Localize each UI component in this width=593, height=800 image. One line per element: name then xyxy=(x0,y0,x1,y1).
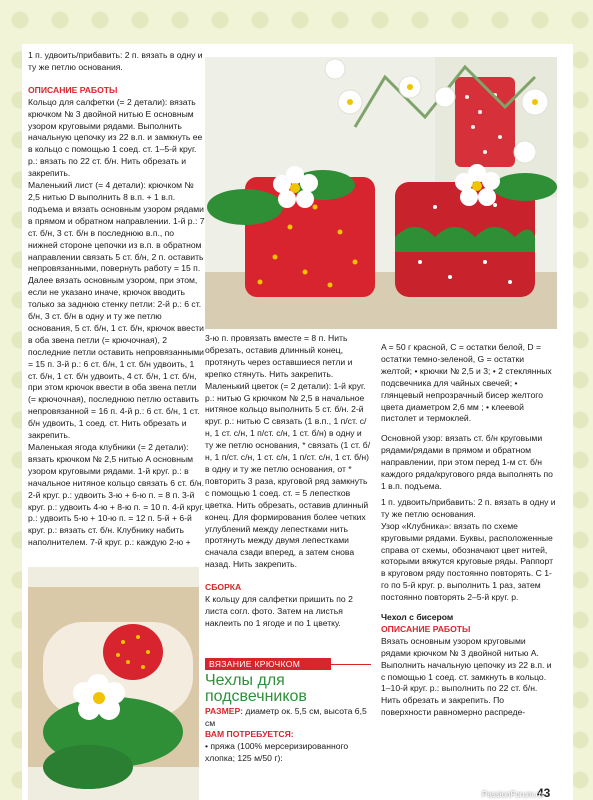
photo-illustration xyxy=(205,57,557,329)
paragraph: Маленький цветок (= 2 детали): 1-й круг. р.: нитью G крючком № 2,5 в начальное нитяное кольцо выполнить 5 ст. б/н. 2-й круг. р.: нитью C связать (1 в.п., 1 п/ст. с/н, 1 ст. с/н, 1 п/ст. с/н, 1 ст. б/н) в одну и ту же петлю основания, * связать (1 ст. б/н, 1 п/ст. с/н, 1 ст. с/н, 1 п/ст. с/н, 1 ст. б/н) в одну и ту же петлю основания, от * повторить 3 раза, круговой ряд замкнуть с помощью 1 соед. ст. = 5 лепестков цветка. Нить обрезать, оставив длинный конец. Для формирования более четких углублений между лепестками нить протянуть между двумя лепестками сначала сзади вперед, а затем снова назад. Нить закрепить. xyxy=(205,380,371,570)
size-value: диаметр ок. 5,5 см, высота 6,5 см xyxy=(205,706,367,728)
size-label: РАЗМЕР: xyxy=(205,706,243,716)
section-title: СБОРКА xyxy=(205,582,242,593)
paragraph: Вязать основным узором круговыми рядами крючком № 3 двойной нитью A. Выполнить начальную цепочку из 22 в.п. и с помощью 1 соед. ст. замкнуть в кольцо. 1–10-й круг. р.: выполнить по 22 ст. б/н. Нить обрезать и закрепить. По поверхности равномерно распреде- xyxy=(381,635,552,718)
paragraph: A = 50 г красной, C = остатки белой, D = остатки темно-зеленой, G = остатки желтой; • крючки № 2,5 и 3; • 2 стеклянных подсвечника для чайных свечей; • глянцевый непрозрачный бисер желтого цвета диаметром 2,6 мм ; • клеевой пистолет и термоклей. xyxy=(381,342,552,424)
paragraph: Узор «Клубника»: вязать по схеме круговыми рядами. Буквы, расположенные справа от схемы, обозначают цвет нитей, которыми вяжутся круговые ряды. Раппорт в круговом ряду постоянно повторять. С 1-го по 5-й круг. р. выполнить 1 раз, затем постоянно повторять 2–5-й круг. р. xyxy=(381,520,554,603)
text-column-right xyxy=(381,342,556,719)
paragraph: 1 п. удвоить/прибавить: 2 п. вязать в одну и ту же петлю основания. xyxy=(381,496,556,519)
photo-napkin-ring xyxy=(28,567,199,800)
section-title: ОПИСАНИЕ РАБОТЫ xyxy=(28,84,118,95)
paragraph: К кольцу для салфетки пришить по 2 листа согл. фото. Затем на листья наклеить по 1 ягоде и по 1 цветку. xyxy=(205,594,353,628)
photo-candle-covers xyxy=(205,57,557,329)
page-number: 43 xyxy=(537,786,551,800)
text-column-middle xyxy=(205,333,371,630)
photo-illustration xyxy=(28,567,199,800)
size-line xyxy=(205,706,375,730)
materials-title: ВАМ ПОТРЕБУЕТСЯ: xyxy=(205,729,294,739)
banner-rule xyxy=(331,664,371,665)
paragraph: Маленький лист (= 4 детали): крючком № 2,5 нитью D выполнить 8 в.п. + 1 в.п. подъема и вязать основным узором рядами в прямом и обратном направлении. 1-й р.: 7 ст. б/н, 3 ст. б/н в последнюю в.п., по нижней стороне цепочки из в.п. в обратном направлении связать 5 ст. б/н, 2 п. оставить непровязанными, повернуть работу = 15 п. Далее вязать основным узором, при этом, если не указано иначе, крючок вводить только за заднюю стенку петли: 2-й р.: 6 ст. б/н, 3 ст. б/н в одну и ту же петлю основания, 5 ст. б/н, 1 ст. б/н, крючок ввести в оба звена петли (= крючочная), 2 последние петли оставить непровязанными = 15 п. 3-й р.: 6 ст. б/н, 1 ст. б/н удвоить, 1 ст. б/н, 1 ст. б/н удвоить, 4 ст. б/н, 1 ст. б/н, при этом крючок ввести в оба звена петли (= крючочная), последнюю петлю оставить непровязанной = 16 п. 4-й р.: 6 ст. б/н, 1 ст. б/н удвоить, 1 соед. ст. Нить обрезать и закрепить. xyxy=(28,180,205,441)
subsection-title: Чехол с бисером xyxy=(381,612,454,623)
paragraph: Кольцо для салфетки (= 2 детали): вязать крючком № 3 двойной нитью E основным узором круговыми рядами. Выполнить начальную цепочку из 22 в.п. и замкнуть ее в кольцо с помощью 1 соед. ст. 1–5-й круг. р.: вязать по 22 ст. б/н. Нить обрезать и закрепить. xyxy=(28,96,203,179)
materials-text: • пряжа (100% мерсеризированного хлопка; 125 м/50 г): xyxy=(205,741,349,763)
section-title: ОПИСАНИЕ РАБОТЫ xyxy=(381,623,471,634)
text-column-left xyxy=(28,50,206,549)
article-title: Чехлы для подсвечников xyxy=(205,672,307,705)
paragraph: 1 п. удвоить/прибавить: 2 п. вязать в одну и ту же петлю основания. xyxy=(28,50,203,72)
paragraph: Основной узор: вязать ст. б/н круговыми рядами/рядами в прямом и обратном направлении, при этом перед 1-м ст. б/н каждого ряда/кругового ряда выполнять по 1 в.п. подъема. xyxy=(381,433,553,491)
watermark: PassionForum.ru xyxy=(482,790,543,799)
category-banner: ВЯЗАНИЕ КРЮЧКОМ xyxy=(205,658,331,670)
paragraph: 3-ю п. провязать вместе = 8 п. Нить обрезать, оставив длинный конец, протянуть через оставшиеся петли и крепко стянуть. Нить закрепить. xyxy=(205,333,353,379)
paragraph: Маленькая ягода клубники (= 2 детали): вязать крючком № 2,5 нитью A основным узором круговыми рядами. 1-й круг. р.: в начальное нитяное кольцо связать 6 ст. б/н. 2-й круг. р.: удвоить 3-ю + 6-ю п. = 8 п. 3-й круг. р.: удвоить 4-ю + 8-ю п. = 10 п. 4-й круг. р.: удвоить 5-ю + 10-ю п. = 12 п. 5-й + 6-й круг. р.: вязать ст. б/н. Клубнику набить наполнителем. 7-й круг. р.: каждую 2-ю + xyxy=(28,442,205,548)
